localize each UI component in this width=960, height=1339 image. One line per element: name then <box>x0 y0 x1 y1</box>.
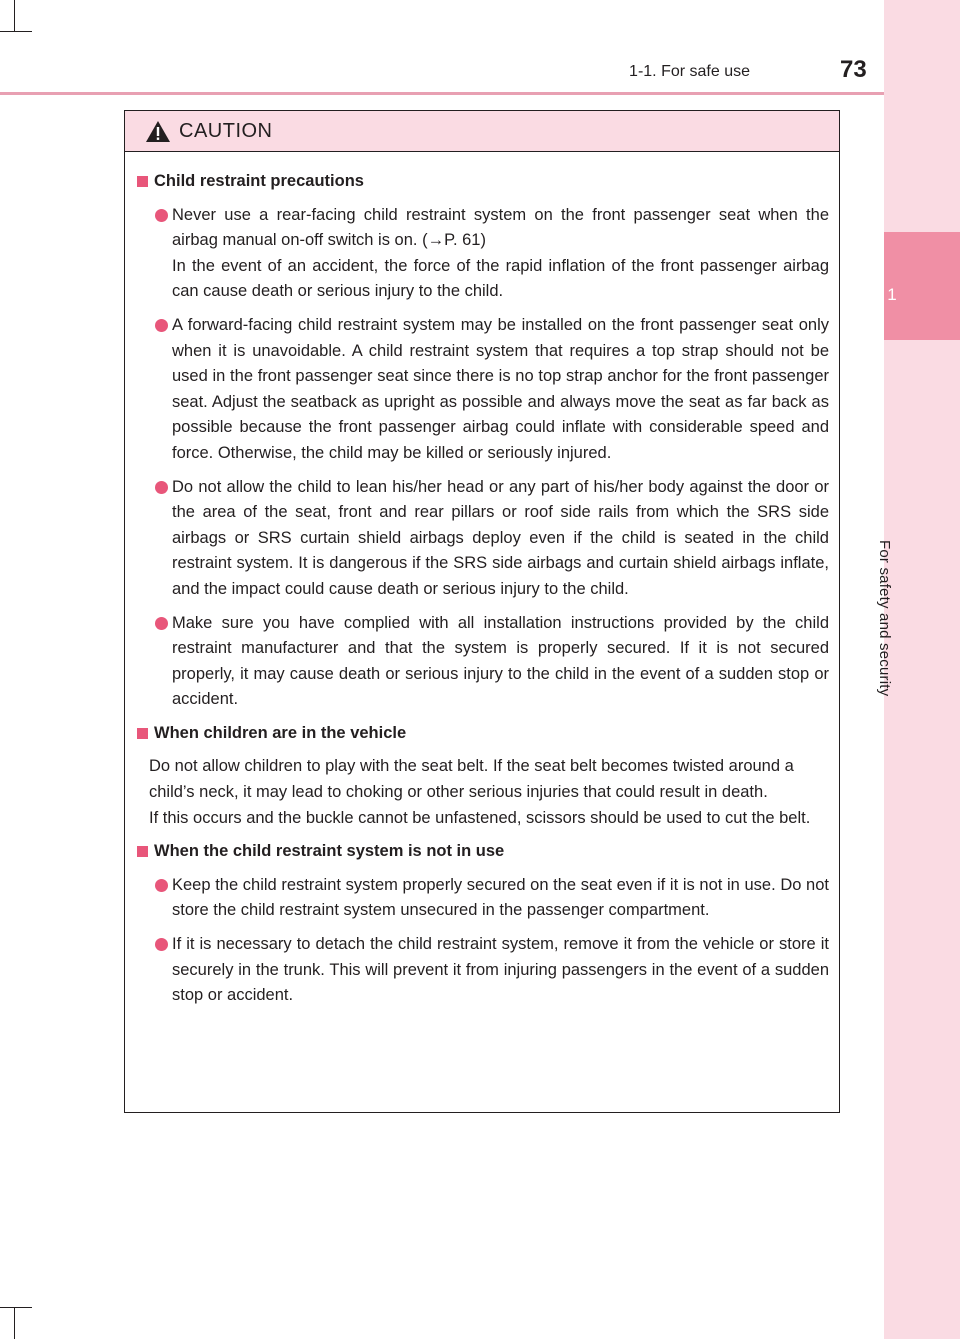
section-heading <box>135 169 829 195</box>
bullet-text: A forward-facing child restraint system may be installed on the front passenger seat only when it is unavoidable. A child restraint system that requires a top strap should not be used in the front passenger seat since there is no top strap anchor for the front passenger seat. Adjust the seatback as upright as possible and always move the seat as far back as possible because the front passenger airbag could inflate with considerable speed and force. Otherwise, the child may be killed or seriously injured. <box>172 315 829 462</box>
section-title: 1-1. For safe use <box>629 63 750 80</box>
paragraph <box>149 754 829 831</box>
list-item <box>155 932 829 1009</box>
heading-text: Child restraint precautions <box>154 172 364 190</box>
section-heading <box>135 721 829 747</box>
header-rule <box>0 92 884 95</box>
warning-triangle-icon <box>145 120 171 143</box>
circle-bullet-icon <box>155 617 168 630</box>
crop-mark <box>0 1307 32 1308</box>
bullet-text: If it is necessary to detach the child restraint system, remove it from the vehicle or store it securely in the trunk. This will prevent it from injuring passengers in the event of a sudden stop or accident. <box>172 935 829 1005</box>
bullet-text: Do not allow the child to lean his/her head or any part of his/her body against the door or the area of the seat, front and rear pillars or roof side rails from which the SRS side airbags or SRS curtain shield airbags deploy even if the child is seated in the child restraint system. It is dangerous if the SRS side airbags and curtain shield airbags inflate, and the impact could cause death or serious injury to the child. <box>172 477 829 598</box>
circle-bullet-icon <box>155 938 168 951</box>
caution-box <box>124 110 840 1113</box>
heading-text: When children are in the vehicle <box>154 723 407 742</box>
square-bullet-icon <box>137 846 148 857</box>
caution-header <box>125 111 839 152</box>
section-heading <box>135 839 829 865</box>
circle-bullet-icon <box>155 879 168 892</box>
bullet-text: Keep the child restraint system properly secured on the seat even if it is not in use. Do not store the child restraint system unsecured in the passenger compartment. <box>172 875 829 920</box>
list-item <box>155 873 829 924</box>
paragraph-text: Do not allow children to play with the seat belt. If the seat belt becomes twisted around a child’s neck, it may lead to choking or other serious injuries that could result in death. <box>149 757 794 802</box>
caution-content <box>125 152 839 1009</box>
square-bullet-icon <box>137 728 148 739</box>
crop-mark <box>14 1307 15 1339</box>
chapter-number: 1 <box>887 285 897 304</box>
paragraph-text: If this occurs and the buckle cannot be unfastened, scissors should be used to cut the belt. <box>149 808 811 827</box>
page-number: 73 <box>840 56 867 83</box>
chapter-title: For safety and security <box>876 540 893 697</box>
caution-label: CAUTION <box>179 119 273 142</box>
circle-bullet-icon <box>155 481 168 494</box>
list-item <box>155 203 829 305</box>
heading-text: When the child restraint system is not in use <box>154 842 505 861</box>
bullet-text: In the event of an accident, the force of the rapid inflation of the front passenger airbag can cause death or serious injury to the child. <box>172 256 829 301</box>
list-item <box>155 475 829 603</box>
bullet-text: Make sure you have complied with all installation instructions provided by the child restraint manufacturer and that the system is properly secured. If it is not secured properly, it may cause death or serious injury to the child in the event of a sudden stop or accident. <box>172 613 829 709</box>
crop-mark <box>0 31 32 32</box>
circle-bullet-icon <box>155 209 168 222</box>
list-item <box>155 611 829 713</box>
bullet-text: Never use a rear-facing child restraint system on the front passenger seat when the airbag manual on-off switch is on. (→P. 61) <box>172 205 829 250</box>
list-item <box>155 313 829 467</box>
circle-bullet-icon <box>155 319 168 332</box>
crop-mark <box>14 0 15 32</box>
square-bullet-icon <box>137 176 148 187</box>
chapter-side-strip <box>884 0 960 1339</box>
